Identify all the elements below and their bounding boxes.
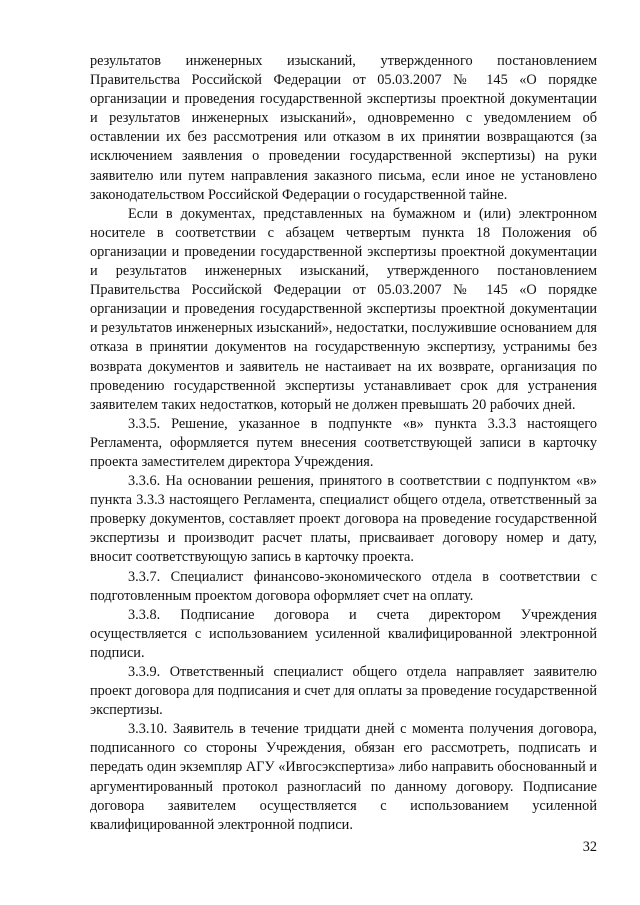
- paragraph-3-3-5: 3.3.5. Решение, указанное в подпункте «в» пункта 3.3.3 настоящего Регламента, оформляется путем внесения соответствующей записи в карточку проекта заместителем директора Учреждения.: [90, 415, 597, 470]
- paragraph-document-deficiencies: Если в документах, представленных на бумажном и (или) электронном носителе в соответствии с абзацем четвертым пункта 18 Положения об организации и проведении государственной экспертизы проектной документации и результатов инженерных изысканий, утвержденного постановлением Правительства Российской Федерации от 05.03.2007 № 145 «О порядке организации и проведения государственной экспертизы проектной документации и результатов инженерных изысканий», недостатки, послужившие основанием для отказа в принятии документов на государственную экспертизу, устранимы без возврата документов и заявитель не настаивает на их возврате, организация по проведению государственной экспертизы устанавливает срок для устранения заявителем таких недостатков, который не должен превышать 20 рабочих дней.: [90, 205, 597, 413]
- page-number: 32: [582, 839, 597, 855]
- paragraph-3-3-6: 3.3.6. На основании решения, принятого в соответствии с подпунктом «в» пункта 3.3.3 настоящего Регламента, специалист общего отдела, ответственный за проверку документов, составляет проект договора на проведение государственной экспертизы и производит расчет платы, присваивает договору номер и дату, вносит соответствующую запись в карточку проекта.: [90, 473, 597, 566]
- paragraph-3-3-7: 3.3.7. Специалист финансово-экономического отдела в соответствии с подготовленным проектом договора оформляет счет на оплату.: [90, 568, 597, 604]
- paragraph-3-3-10: 3.3.10. Заявитель в течение тридцати дней с момента получения договора, подписанного со стороны Учреждения, обязан его рассмотреть, подписать и передать один экземпляр АГУ «Ивгосэкспертиза» либо направить обоснованный и аргументированный протокол разногласий по данному договору. Подписание договора заявителем осуществляется с использованием усиленной квалифицированной электронной подписи.: [90, 721, 597, 833]
- paragraph-3-3-9: 3.3.9. Ответственный специалист общего отдела направляет заявителю проект договора для подписания и счет для оплаты за проведение государственной экспертизы.: [90, 664, 597, 719]
- paragraph-3-3-8: 3.3.8. Подписание договора и счета директором Учреждения осуществляется с использованием усиленной квалифицированной электронной подписи.: [90, 606, 597, 661]
- paragraph-continuation: результатов инженерных изысканий, утвержденного постановлением Правительства Российской Федерации от 05.03.2007 № 145 «О порядке организации и проведения государственной экспертизы проектной документации и результатов инженерных изысканий», одновременно с уведомлением об оставлении их без рассмотрения или отказом в их принятии возвращаются (за исключением заявления о проведении государственной экспертизы) на руки заявителю или путем направления заказного письма, если иное не установлено законодательством Российской Федерации о государственной тайне.: [90, 53, 597, 203]
- document-body: [90, 52, 597, 835]
